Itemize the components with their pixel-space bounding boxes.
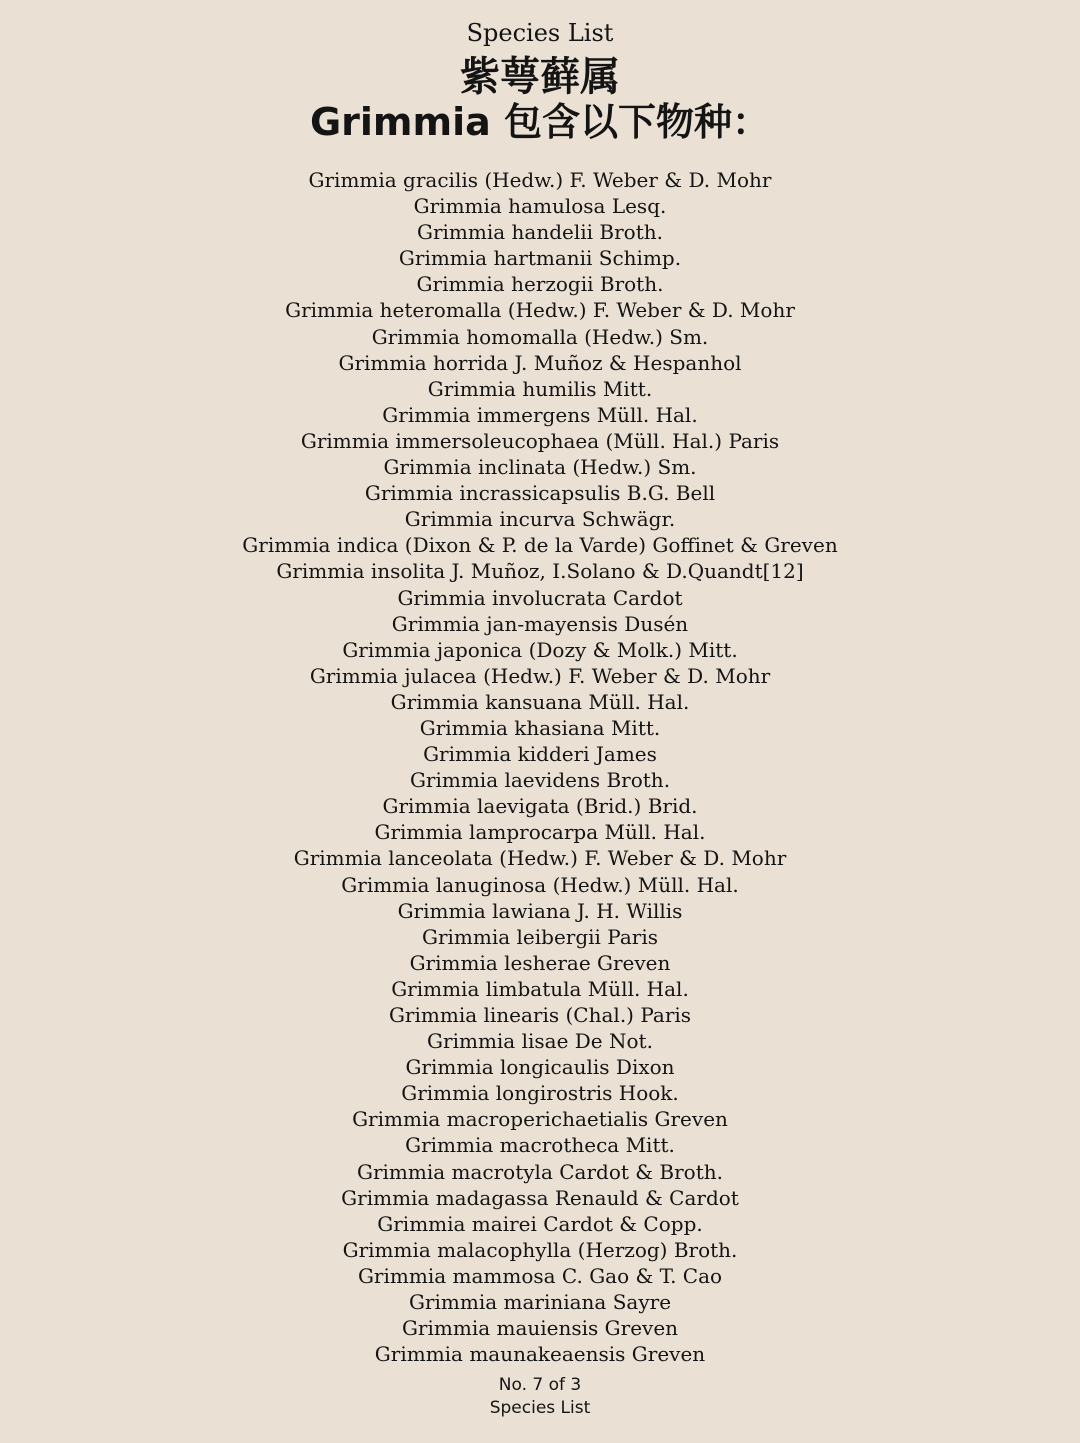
header-label: Species List (466, 19, 614, 47)
species-item: Grimmia inclinata (Hedw.) Sm. (383, 455, 697, 480)
species-item: Grimmia madagassa Renauld & Cardot (341, 1185, 739, 1210)
species-item: Grimmia immergens Müll. Hal. (382, 402, 698, 427)
species-item: Grimmia handelii Broth. (417, 220, 663, 245)
page-indicator: No. 7 of 3 (498, 1375, 582, 1395)
species-item: Grimmia macrotheca Mitt. (405, 1133, 675, 1158)
species-item: Grimmia insolita J. Muñoz, I.Solano & D.Quandt[12] (276, 559, 804, 584)
species-item: Grimmia khasiana Mitt. (419, 715, 661, 740)
species-item: Grimmia indica (Dixon & P. de la Varde) Goffinet & Greven (242, 533, 838, 558)
species-item: Grimmia lesherae Greven (409, 950, 671, 975)
species-item: Grimmia malacophylla (Herzog) Broth. (342, 1237, 738, 1262)
species-item: Grimmia involucrata Cardot (397, 585, 683, 610)
species-item: Grimmia maunakeaensis Greven (374, 1342, 706, 1367)
species-item: Grimmia kidderi James (423, 742, 657, 767)
species-item: Grimmia jan-mayensis Dusén (391, 611, 689, 636)
species-item: Grimmia lamprocarpa Müll. Hal. (374, 820, 706, 845)
species-item: Grimmia gracilis (Hedw.) F. Weber & D. Mohr (308, 168, 772, 192)
species-item: Grimmia julacea (Hedw.) F. Weber & D. Mohr (309, 663, 771, 688)
species-item: Grimmia mauiensis Greven (401, 1316, 679, 1341)
species-list (0, 167, 1080, 1367)
species-item: Grimmia leibergii Paris (421, 924, 659, 949)
species-item: Grimmia macroperichaetialis Greven (352, 1107, 728, 1132)
footer-label: Species List (489, 1398, 591, 1418)
species-item: Grimmia japonica (Dozy & Molk.) Mitt. (342, 637, 738, 662)
species-item: Grimmia lanceolata (Hedw.) F. Weber & D. Mohr (293, 846, 787, 871)
species-item: Grimmia hamulosa Lesq. (413, 194, 667, 219)
species-item: Grimmia lanuginosa (Hedw.) Müll. Hal. (341, 872, 739, 897)
species-item: Grimmia laevidens Broth. (409, 768, 671, 793)
species-item: Grimmia longicaulis Dixon (405, 1055, 675, 1080)
species-item: Grimmia hartmanii Schimp. (398, 246, 682, 271)
species-item: Grimmia laevigata (Brid.) Brid. (382, 794, 698, 819)
species-item: Grimmia incrassicapsulis B.G. Bell (364, 481, 716, 506)
species-item: Grimmia longirostris Hook. (401, 1081, 679, 1106)
species-item: Grimmia incurva Schwägr. (404, 507, 676, 532)
species-item: Grimmia heteromalla (Hedw.) F. Weber & D. Mohr (285, 298, 795, 323)
species-item: Grimmia homomalla (Hedw.) Sm. (371, 324, 709, 349)
species-item: Grimmia limbatula Müll. Hal. (391, 976, 689, 1001)
genus-title-chinese: 紫萼藓属 (460, 54, 620, 100)
species-item: Grimmia mariniana Sayre (408, 1290, 672, 1315)
species-item: Grimmia humilis Mitt. (427, 376, 653, 401)
species-item: Grimmia mammosa C. Gao & T. Cao (357, 1263, 723, 1288)
genus-title: Grimmia 包含以下物种： (309, 100, 771, 144)
species-item: Grimmia herzogii Broth. (416, 272, 664, 297)
species-item: Grimmia macrotyla Cardot & Broth. (356, 1159, 723, 1184)
species-item: Grimmia horrida J. Muñoz & Hespanhol (338, 350, 742, 375)
species-item: Grimmia immersoleucophaea (Müll. Hal.) Paris (300, 428, 780, 453)
species-item: Grimmia kansuana Müll. Hal. (390, 689, 690, 714)
species-item: Grimmia lisae De Not. (427, 1029, 653, 1054)
species-item: Grimmia linearis (Chal.) Paris (388, 1003, 692, 1027)
species-item: Grimmia mairei Cardot & Copp. (377, 1211, 703, 1236)
species-item: Grimmia lawiana J. H. Willis (397, 898, 683, 923)
